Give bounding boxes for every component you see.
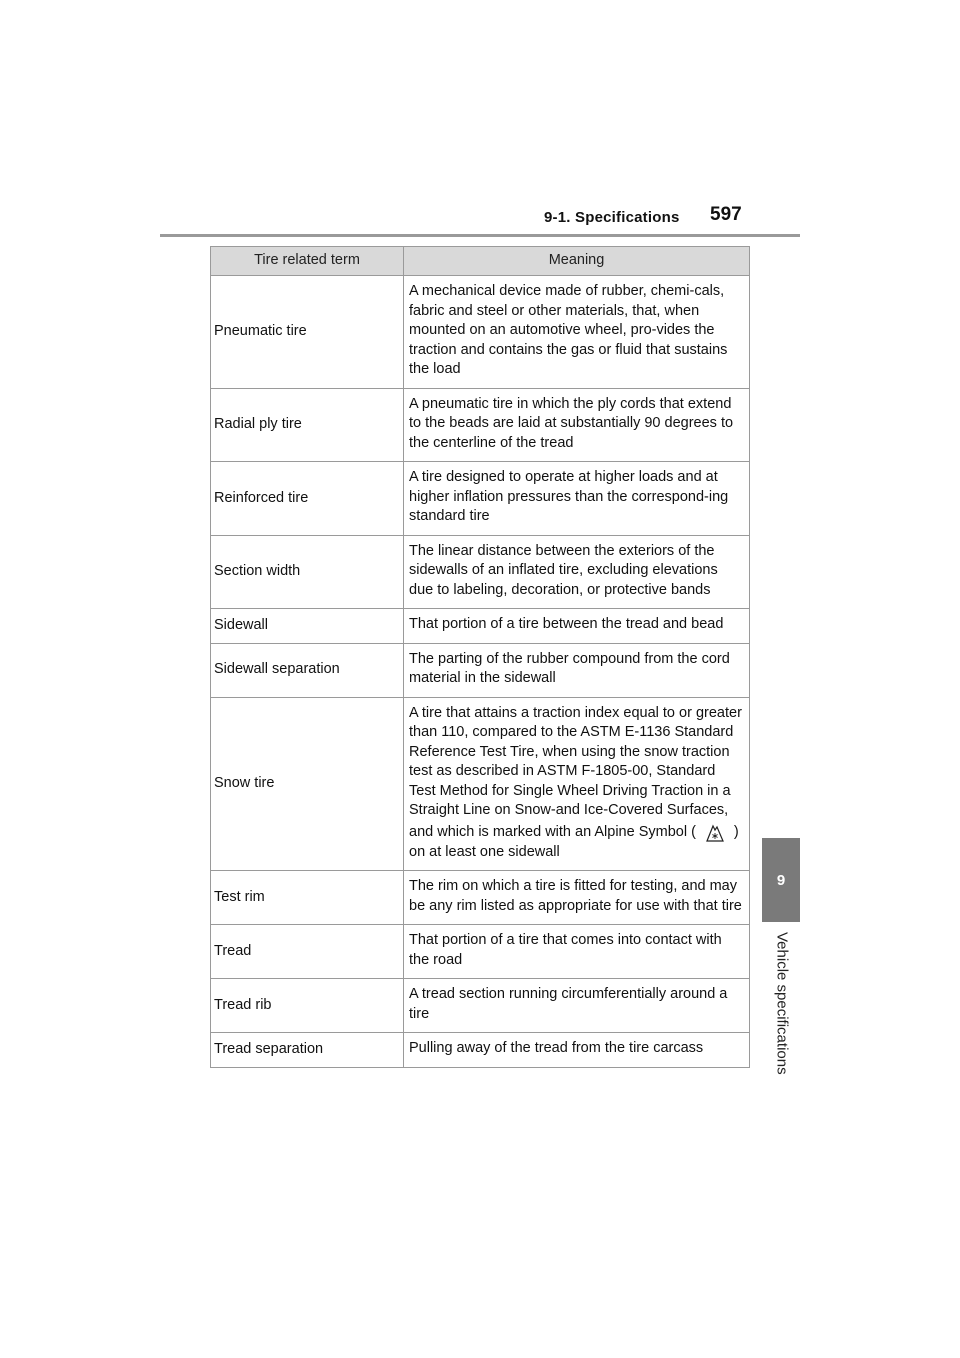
alpine-symbol-icon — [704, 821, 726, 843]
chapter-tab: 9 — [762, 838, 800, 922]
table-row — [211, 388, 750, 462]
meaning-cell: A tire designed to operate at higher loads and at higher inflation pressures than the correspond-ing standard tire — [404, 462, 750, 536]
term-cell: Radial ply tire — [211, 388, 404, 462]
table-row — [211, 925, 750, 979]
table-row — [211, 609, 750, 644]
meaning-cell: That portion of a tire that comes into contact with the road — [404, 925, 750, 979]
meaning-cell: Pulling away of the tread from the tire carcass — [404, 1033, 750, 1068]
meaning-text-before: A tire that attains a traction index equal to or greater than 110, compared to the ASTM E-1136 Standard Reference Test Tire, when using the snow traction test as described in ASTM F-1805-00, Standard Test Method for Single Wheel Driving Traction in a Straight Line on Snow-and Ice-Covered Surfaces, and which is marked with an Alpine Symbol ( — [409, 704, 742, 840]
table-row — [211, 697, 750, 871]
column-header-meaning: Meaning — [404, 247, 750, 276]
term-cell: Snow tire — [211, 697, 404, 871]
table-row — [211, 535, 750, 609]
table-row — [211, 643, 750, 697]
table-row — [211, 462, 750, 536]
table-row — [211, 1033, 750, 1068]
meaning-cell: That portion of a tire between the tread and bead — [404, 609, 750, 644]
page-number: 597 — [710, 204, 742, 225]
table-header-row — [211, 247, 750, 276]
term-cell: Pneumatic tire — [211, 276, 404, 389]
term-cell: Test rim — [211, 871, 404, 925]
term-cell: Sidewall — [211, 609, 404, 644]
table-row — [211, 871, 750, 925]
table-row — [211, 979, 750, 1033]
term-cell: Sidewall separation — [211, 643, 404, 697]
term-cell: Tread separation — [211, 1033, 404, 1068]
chapter-title: Vehicle specifications — [773, 932, 791, 1075]
meaning-cell — [404, 697, 750, 871]
meaning-cell: A mechanical device made of rubber, chemi-cals, fabric and steel or other materials, that, when mounted on an automotive wheel, pro-vides the traction and contains the gas or fluid that sustains the load — [404, 276, 750, 389]
column-header-term: Tire related term — [211, 247, 404, 276]
tire-terms-table — [210, 246, 750, 1068]
term-cell: Section width — [211, 535, 404, 609]
meaning-cell: The parting of the rubber compound from the cord material in the sidewall — [404, 643, 750, 697]
section-title: 9-1. Specifications — [544, 209, 680, 226]
meaning-cell: The rim on which a tire is fitted for testing, and may be any rim listed as appropriate for use with that tire — [404, 871, 750, 925]
meaning-text-after: ) on at least one sidewall — [409, 823, 739, 860]
term-cell: Tread rib — [211, 979, 404, 1033]
page-header — [160, 204, 800, 237]
meaning-cell: The linear distance between the exteriors of the sidewalls of an inflated tire, excluding elevations due to labeling, decoration, or protective bands — [404, 535, 750, 609]
term-cell: Tread — [211, 925, 404, 979]
meaning-cell: A tread section running circumferentially around a tire — [404, 979, 750, 1033]
table-row — [211, 276, 750, 389]
term-cell: Reinforced tire — [211, 462, 404, 536]
meaning-cell: A pneumatic tire in which the ply cords that extend to the beads are laid at substantially 90 degrees to the centerline of the tread — [404, 388, 750, 462]
